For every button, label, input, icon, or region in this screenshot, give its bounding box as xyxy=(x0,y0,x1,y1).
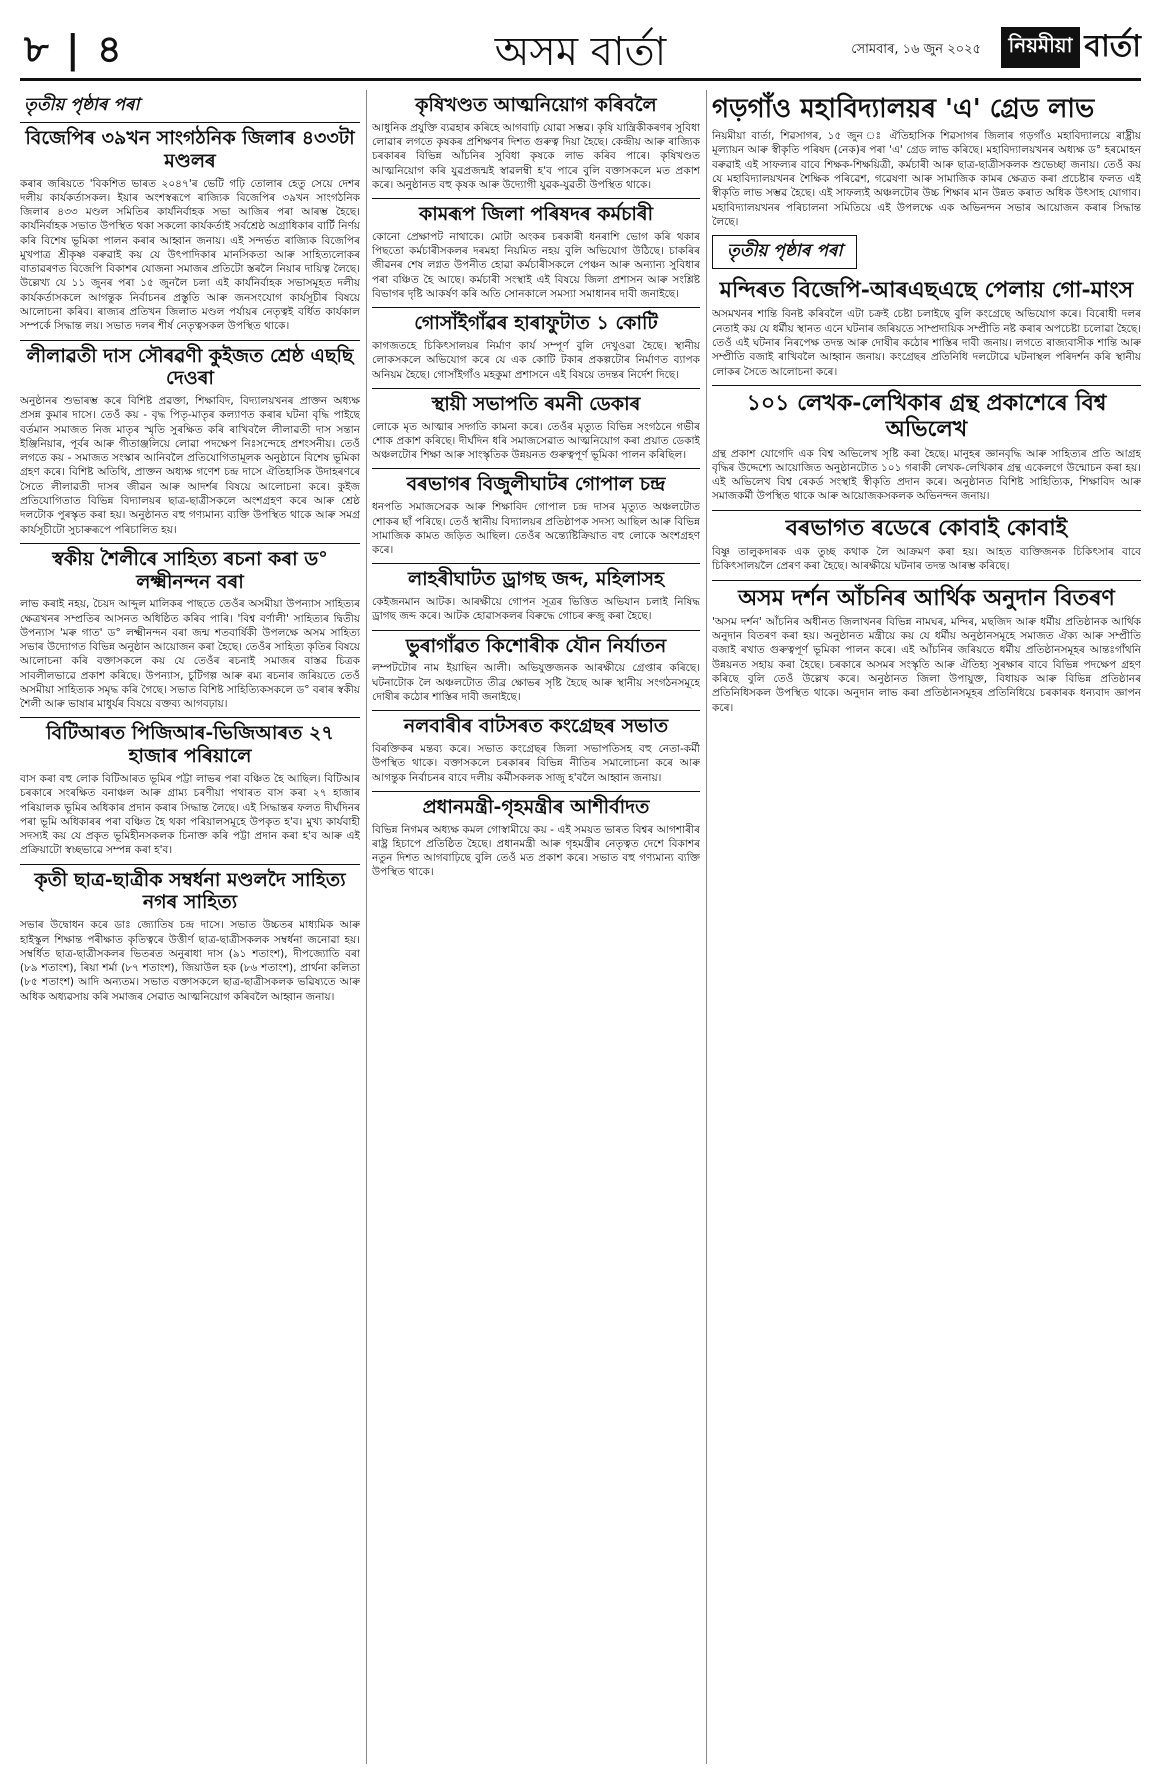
article-body: বাস কৰা বহু লোক বিটিআৰত ভূমিৰ পট্টা লাভৰ পৰা বঞ্চিত হৈ আছিল। বিটিআৰ চৰকাৰে সংৰক্ষিত বনাঞ্চল আৰু গ্ৰাম্য চৰণীয়া পথাৰত বাস কৰা ২৭ হাজাৰ পৰিয়ালক ভূমিৰ অধিকাৰ প্ৰদান কৰাৰ সিদ্ধান্ত লৈছে। এই সিদ্ধান্তৰ ফলত দীৰ্ঘদিনৰ পৰা ভূমি অধিকাৰৰ পৰা বঞ্চিত হৈ থকা পৰিয়ালসমূহে উপকৃত হ'ব। মুখ্য কাৰ্যবাহী সদস্যই কয় যে প্ৰকৃত ভূমিহীনসকলক চিনাক্ত কৰি পট্টা প্ৰদান কৰা হ'ব আৰু এই প্ৰক্ৰিয়াটো স্বচ্ছভাৱে সম্পন্ন কৰা হ'ব। xyxy=(20,773,360,857)
article-headline: বিটিআৰত পিজিআৰ-ভিজিআৰত ২৭ হাজাৰ পৰিয়ালে xyxy=(46,722,334,768)
article-headline: বৰভাগৰ বিজুলীঘাটৰ গোপাল চন্দ্ৰ xyxy=(406,473,666,496)
article-divider xyxy=(372,388,700,389)
article-body: কোনো প্ৰেক্ষাপট নাথাকে। মোটা অংকৰ চৰকাৰী ধনৰাশি ভোগ কৰি থকাৰ পিছতো কৰ্মচাৰীসকলৰ দৰমহা নিয়মিত নহয় বুলি অভিযোগ উঠিছে। চাকৰিৰ জীৱনৰ শেষ লগ্নত উপনীত হোৱা কৰ্মচাৰীসকলে পেঞ্চন আৰু অন্যান্য সুবিধাৰ পৰা বঞ্চিত হৈ আছে। কৰ্মচাৰী সংস্থাই এই বিষয়ে জিলা প্ৰশাসন আৰু সংশ্লিষ্ট বিভাগৰ দৃষ্টি আকৰ্ষণ কৰি অতি সোনকালে সমস্যা সমাধানৰ দাবী জনাইছে। xyxy=(372,230,700,300)
article-divider xyxy=(712,385,1141,386)
issue-date: সোমবাৰ, ১৬ জুন ২০২৫ xyxy=(851,42,981,57)
article-body: গ্ৰন্থ প্ৰকাশ যোগেদি এক বিশ্ব অভিলেখ সৃষ্টি কৰা হৈছে। মানুহৰ জ্ঞানবৃদ্ধি আৰু সাহিত্যৰ প্ৰতি আগ্ৰহ বৃদ্ধিৰ উদ্দেশ্যে আয়োজিত অনুষ্ঠানটোত ১০১ গৰাকী লেখক-লেখিকাৰ গ্ৰন্থ একেলগে উন্মোচন কৰা হয়। এই অভিলেখ বিশ্ব ৰেকৰ্ড সংস্থাই স্বীকৃতি প্ৰদান কৰে। অনুষ্ঠানত বিশিষ্ট সাহিত্যিক, শিক্ষাবিদ আৰু সমাজকৰ্মী উপস্থিত থাকে আৰু আয়োজকসকলক অভিনন্দন জনায়। xyxy=(712,447,1141,503)
article-body: 'অসম দৰ্শন' আঁচনিৰ অধীনত জিলাখনৰ বিভিন্ন নামঘৰ, মন্দিৰ, মছজিদ আৰু ধৰ্মীয় প্ৰতিষ্ঠানক আৰ্থিক অনুদান বিতৰণ কৰা হয়। অনুষ্ঠানত মন্ত্ৰীয়ে কয় যে ধৰ্মীয় অনুষ্ঠানসমূহে সমাজত ঐক্য আৰু সম্প্ৰীতি বজাই ৰখাত গুৰুত্বপূৰ্ণ ভূমিকা পালন কৰে। এই আঁচনিৰ জৰিয়তে ধৰ্মীয় প্ৰতিষ্ঠানসমূহৰ আন্তঃগাঁথনি উন্নয়নত সহায় কৰা হৈছে। চৰকাৰে অসমৰ সংস্কৃতি আৰু ঐতিহ্য সুৰক্ষাৰ বাবে বিভিন্ন পদক্ষেপ গ্ৰহণ কৰিছে বুলি তেওঁ উল্লেখ কৰে। অনুষ্ঠানত জিলা উপায়ুক্ত, বিধায়ক আৰু বিভিন্ন প্ৰতিষ্ঠানৰ প্ৰতিনিধিসকল উপস্থিত থাকে। অনুদান লাভ কৰা প্ৰতিষ্ঠানসমূহৰ প্ৰতিনিধিয়ে চৰকাৰক ধন্যবাদ জ্ঞাপন কৰে। xyxy=(712,615,1141,714)
article-divider xyxy=(712,510,1141,511)
article-divider xyxy=(20,340,360,341)
page-title: অসম বাৰ্তা xyxy=(494,29,667,75)
masthead xyxy=(20,14,1141,81)
article-body: বিৰক্তিকৰ মন্তব্য কৰে। সভাত কংগ্ৰেছৰ জিলা সভাপতিসহ বহু নেতা-কৰ্মী উপস্থিত থাকে। বক্তাসকলে চৰকাৰৰ বিভিন্ন নীতিৰ সমালোচনা কৰে আৰু আগন্তুক নিৰ্বাচনৰ বাবে দলীয় কৰ্মীসকলক সাজু হ'বলৈ আহ্বান জনায়। xyxy=(372,743,700,784)
article-headline: বৰভাগত ৰডেৰে কোবাই কোবাই xyxy=(785,514,1068,541)
article-divider xyxy=(372,307,700,308)
article-divider xyxy=(372,563,700,564)
article-divider xyxy=(372,791,700,792)
article-body: কাগজতহে চিকিৎসালয়ৰ নিৰ্মাণ কাৰ্য সম্পূৰ্ণ বুলি দেখুওৱা হৈছে। স্থানীয় লোকসকলে অভিযোগ কৰে যে এক কোটি টকাৰ প্ৰকল্পটোৰ নিৰ্মাণত ব্যাপক অনিয়ম হৈছে। গোসাঁইগাঁও মহকুমা প্ৰশাসনে এই বিষয়ে তদন্তৰ নিৰ্দেশ দিছে। xyxy=(372,340,700,381)
columns xyxy=(20,90,1141,1764)
article-headline: গোসাঁইগাঁৱৰ হাৰাফুটাত ১ কোটি xyxy=(414,312,658,335)
article-divider xyxy=(20,717,360,718)
newspaper-page xyxy=(20,14,1141,1764)
brand-logo-left: নিয়মীয়া xyxy=(1001,27,1081,68)
brand-logo-right: বাৰ্তা xyxy=(1084,29,1141,64)
article-body: লাভ কৰাই নহয়, চৈয়দ আব্দুল মালিকৰ পাছতে তেওঁৰ অসমীয়া উপন্যাস সাহিত্যৰ ক্ষেত্ৰখনৰ সম্প্ৰতিৰ আসনত অধিষ্ঠিত কৰিব পাৰি। 'বিশ্ব বৰ্ণালী' সাহিত্যৰ দ্বিতীয় উপন্যাস 'মৰু গাত' ড° লক্ষ্মীনন্দন বৰা জন্ম শতবাৰ্ষিকী উপলক্ষে অসম সাহিত্য সভাৰ উদ্যোগত বিভিন্ন অনুষ্ঠান আয়োজন কৰা হৈছে। তেওঁৰ সাহিত্য কৃতিৰ বিষয়ে আলোচনা কৰি বক্তাসকলে কয় যে তেওঁৰ ৰচনাই সমাজৰ বাস্তৱ চিত্ৰক সাবলীলভাৱে প্ৰকাশ কৰিছে। উপন্যাস, চুটিগল্প আৰু ৰম্য ৰচনাৰ জৰিয়তে তেওঁ অসমীয়া সাহিত্যক সমৃদ্ধ কৰি গৈছে। সভাত বিশিষ্ট সাহিত্যিকসকলে ড° বৰাৰ স্বকীয় শৈলী আৰু ভাষাৰ মাধুৰ্যৰ বিষয়ে বক্তব্য আগবঢ়ায়। xyxy=(20,598,360,711)
column-2 xyxy=(372,90,700,1764)
brand-logo xyxy=(1001,22,1141,73)
article-headline: স্বকীয় শৈলীৰে সাহিত্য ৰচনা কৰা ড° লক্ষ্মীনন্দন বৰা xyxy=(52,547,328,593)
article-body: বিভিন্ন নিগমৰ অধ্যক্ষ কমল গোস্বামীয়ে কয় - এই সময়ত ভাৰত বিশ্বৰ আগশাৰীৰ ৰাষ্ট্ৰ হিচাপে প্ৰতিষ্ঠিত হৈছে। প্ৰধানমন্ত্ৰী আৰু গৃহমন্ত্ৰীৰ নেতৃত্বত দেশে বিকাশৰ নতুন দিশত আগবাঢ়িছে বুলি তেওঁ মত প্ৰকাশ কৰে। সভাত বহু গণ্যমান্য ব্যক্তি উপস্থিত থাকে। xyxy=(372,823,700,879)
article-body: অনুষ্ঠানৰ শুভাৰম্ভ কৰে বিশিষ্ট প্ৰৱক্তা, শিক্ষাবিদ, বিদ্যালয়খনৰ প্ৰাক্তন অধ্যক্ষ প্ৰসন্ন কুমাৰ দাসে। তেওঁ কয় - বৃদ্ধ পিতৃ-মাতৃৰ কল্যাণত কৰাৰ ঘটনা বৃদ্ধি পাইছে বৰ্তমান সমাজত নিজ মাতৃৰ স্মৃতি সুৰক্ষিত কৰি ৰাখিবলৈ লীলাৱতী দাস সন্তান ইঞ্জিনিয়াৰ, পূৰ্বৰ আৰু গীতাঞ্জলিয়ে লোৱা পদক্ষেপ নিঃসন্দেহে প্ৰশংসনীয়। তেওঁ লগতে কয় - সমাজত সংস্কাৰ আনিবলৈ প্ৰতিযোগিতামূলক অনুষ্ঠানে বিশেষ ভূমিকা গ্ৰহণ কৰে। বিশিষ্ট অতিথি, প্ৰাক্তন অধ্যক্ষ গণেশ চন্দ্ৰ দাসে ঐতিহাসিক উদাহৰণৰে সৈতে লীলাৱতী দাসৰ জীৱন আৰু আদৰ্শৰ বিষয়ে আলোচনা কৰে। কুইজ প্ৰতিযোগিতাত বিভিন্ন বিদ্যালয়ৰ ছাত্ৰ-ছাত্ৰীসকলে অংশগ্ৰহণ কৰে আৰু শ্ৰেষ্ঠ দলটোক পুৰস্কৃত কৰা হয়। অনুষ্ঠানত বহু গণ্যমান্য ব্যক্তি উপস্থিত থাকে আৰু সমগ্ৰ কাৰ্যসূচীটো সুচাৰুৰূপে পৰিচালিত হয়। xyxy=(20,395,360,536)
article-headline: অসম দৰ্শন আঁচনিৰ আৰ্থিক অনুদান বিতৰণ xyxy=(738,584,1115,611)
article-headline: কৃষিখণ্ডত আত্মনিয়োগ কৰিবলৈ xyxy=(415,94,657,116)
article-headline: মন্দিৰত বিজেপি-আৰএছএছে পেলায় গো-মাংস xyxy=(719,277,1134,304)
article-body: কেইজনমান আটক। আৰক্ষীয়ে গোপন সূত্ৰৰ ভিত্তিত অভিযান চলাই নিষিদ্ধ ড্ৰাগছ জব্দ কৰে। আটক হোৱাসকলৰ বিৰুদ্ধে গোচৰ ৰুজু কৰা হৈছে। xyxy=(372,596,700,623)
article-headline: প্ৰধানমন্ত্ৰী-গৃহমন্ত্ৰীৰ আশীৰ্বাদত xyxy=(422,795,650,818)
article-headline: স্থায়ী সভাপতি ৰমনী ডেকাৰ xyxy=(431,392,641,415)
lead-body: নিয়মীয়া বাৰ্তা, শিৱসাগৰ, ১৫ জুন ঃ ঐতিহাসিক শিৱসাগৰ জিলাৰ গড়গাঁও মহাবিদ্যালয়ে ৰাষ্ট্ৰীয় মূল্যায়ন আৰু স্বীকৃতি পৰিষদ (নেক)ৰ পৰা 'এ' গ্ৰেড লাভ কৰিছে। মহাবিদ্যালয়খনৰ অধ্যক্ষ ড° হৰমোহন বৰুৱাই এই সাফল্যৰ বাবে শিক্ষক-শিক্ষয়িত্ৰী, কৰ্মচাৰী আৰু ছাত্ৰ-ছাত্ৰীসকলক শুভেচ্ছা জনায়। তেওঁ কয় যে মহাবিদ্যালয়খনৰ শৈক্ষিক পৰিৱেশ, গৱেষণা আৰু সামাজিক কামৰ ক্ষেত্ৰত কৰা প্ৰচেষ্টাৰ ফলত এই স্বীকৃতি লাভ সম্ভৱ হৈছে। এই সাফল্যই অঞ্চলটোৰ উচ্চ শিক্ষাৰ মান উন্নত কৰাত অধিক উৎসাহ যোগাব। মহাবিদ্যালয়খনৰ পৰিচালনা সমিতিয়ে এই উপলক্ষে এক অভিনন্দন সভাৰ আয়োজন কৰাৰ সিদ্ধান্ত লৈছে। xyxy=(712,130,1141,228)
article-headline: লাহৰীঘাটত ড্ৰাগছ জব্দ, মহিলাসহ xyxy=(407,568,664,591)
article-divider xyxy=(372,710,700,711)
article-body: কৰাৰ জৰিয়তে 'বিকশিত ভাৰত ২০৪৭'ৰ ভেটি গঢ়ি তোলাৰ হেতু সেয়ে দেশৰ দলীয় কাৰ্যকৰ্তাসকল। ইয়াৰ অংশস্বৰূপে ৰাজ্যিক বিজেপিৰ ৩৯খন সাংগঠনিক জিলাৰ ৪৩৩ মণ্ডল সমিতিৰ কাৰ্যনিৰ্বাহক সভা আজিৰ পৰা আৰম্ভ হৈছে। কাৰ্যনিৰ্বাহক সভাত উপস্থিত থকা সকলো কাৰ্যকৰ্তাই সৰ্বশ্ৰেষ্ঠ অগ্ৰাধিকাৰ বাৰ্টি নিৰ্ণয় কৰি বিশেষ ভূমিকা পালন কৰাৰ আহ্বান জনায়। এই সন্দৰ্ভত ৰাজ্যিক বিজেপিৰ মুখপাত্ৰ শ্ৰীকৃষ্ণ বৰুৱাই কয় যে উৎপাদিকাৰ মানসিকতা আৰু সাহিত্যলোকৰ বাতাৱৰণত বিজেপি বিকাশৰ যোজনা সমাজৰ প্ৰতিটো স্তৰলৈ নিয়াৰ দায়িত্ব লৈছে। উল্লেখ্য যে ১১ জুনৰ পৰা ১৫ জুনলৈ চলা এই কাৰ্যনিৰ্বাহক সভাসমূহত দলীয় কাৰ্যকৰ্তাসকলে আগন্তুক নিৰ্বাচনৰ প্ৰস্তুতি আৰু জনসংযোগ কাৰ্যসূচীৰ বিষয়ে আলোচনা কৰিব। ৰাজ্যৰ প্ৰতিখন জিলাত মণ্ডল পৰ্যায়ৰ নেতৃত্বই বৰ্ধিত কাৰ্যকাল সম্পৰ্কে সিদ্ধান্ত লয়। সভাত দলৰ শীৰ্ষ নেতৃত্বসকল উপস্থিত থাকে। xyxy=(20,177,360,333)
article-divider xyxy=(372,198,700,199)
article-headline: কামৰূপ জিলা পৰিষদৰ কৰ্মচাৰী xyxy=(418,203,654,226)
article-headline: ১০১ লেখক-লেখিকাৰ গ্ৰন্থ প্ৰকাশেৰে বিশ্ব অভিলেখ xyxy=(746,389,1107,443)
article-divider xyxy=(20,864,360,865)
article-body: ধনপতি সমাজসেৱক আৰু শিক্ষাবিদ গোপাল চন্দ্ৰ দাসৰ মৃত্যুত অঞ্চলটোত শোকৰ ছাঁ পৰিছে। তেওঁ স্থানীয় বিদ্যালয়ৰ প্ৰতিষ্ঠাপক সদস্য আছিল আৰু বিভিন্ন সামাজিক কামত জড়িত আছিল। তেওঁৰ অন্ত্যেষ্টিক্ৰিয়াত বহু লোকে অংশগ্ৰহণ কৰে। xyxy=(372,501,700,557)
article-headline: ভুৰাগাঁৱত কিশোৰীক যৌন নিৰ্যাতন xyxy=(405,634,667,657)
column-1 xyxy=(20,90,360,1764)
continued-kicker: তৃতীয় পৃষ্ঠাৰ পৰা xyxy=(712,235,857,269)
article-divider xyxy=(372,468,700,469)
article-body: বিষ্ণু তালুকদাৰক এক তুচ্ছ কথাক লৈ আক্ৰমণ কৰা হয়। আহত ব্যক্তিজনক চিকিৎসাৰ বাবে চিকিৎসালয়লৈ প্ৰেৰণ কৰা হৈছে। আৰক্ষীয়ে ঘটনাৰ তদন্ত আৰম্ভ কৰিছে। xyxy=(712,546,1141,573)
article-headline: বিজেপিৰ ৩৯খন সাংগঠনিক জিলাৰ ৪৩৩টা মণ্ডলৰ xyxy=(25,127,355,172)
page-number: ৮ | ৪ xyxy=(24,26,124,71)
continued-kicker: তৃতীয় পৃষ্ঠাৰ পৰা xyxy=(20,90,360,123)
lead-headline: গড়গাঁও মহাবিদ্যালয়ৰ 'এ' গ্ৰেড লাভ xyxy=(712,94,1095,124)
article-body: লম্পটটোৰ নাম ইয়াছিন আলী। অভিযুক্তজনক আৰক্ষীয়ে গ্ৰেপ্তাৰ কৰিছে। ঘটনাটোক লৈ অঞ্চলটোত তীব্ৰ ক্ষোভৰ সৃষ্টি হৈছে আৰু স্থানীয় সংগঠনসমূহে দোষীৰ কঠোৰ শাস্তিৰ দাবী জনাইছে। xyxy=(372,662,700,703)
article-body: অসমখনৰ শান্তি বিনষ্ট কৰিবলৈ এটা চক্ৰই চেষ্টা চলাইছে বুলি কংগ্ৰেছে অভিযোগ কৰে। বিৰোধী দলৰ নেতাই কয় যে ধৰ্মীয় স্থানত এনে ঘটনাৰ জৰিয়তে সাম্প্ৰদায়িক সম্প্ৰীতি নষ্ট কৰাৰ অপচেষ্টা চলোৱা হৈছে। তেওঁ এই ঘটনাৰ নিৰপেক্ষ তদন্ত আৰু দোষীৰ কঠোৰ শাস্তিৰ দাবী জনায়। লগতে ৰাজ্যবাসীক শান্তি আৰু সম্প্ৰীতি বজাই ৰাখিবলৈ আহ্বান জনায়। কংগ্ৰেছৰ প্ৰতিনিধি দলটোৱে ঘটনাস্থল পৰিদৰ্শন কৰি স্থানীয় লোকৰ সৈতে আলোচনা কৰে। xyxy=(712,308,1141,378)
article-divider xyxy=(712,580,1141,581)
article-divider xyxy=(372,630,700,631)
column-3 xyxy=(712,90,1141,1764)
article-body: লোকে মৃত আত্মাৰ সদ্গতি কামনা কৰে। তেওঁৰ মৃত্যুত বিভিন্ন সংগঠনে গভীৰ শোক প্ৰকাশ কৰিছে। দীৰ্ঘদিন ধৰি সমাজসেৱাত আত্মনিয়োগ কৰা প্ৰয়াত ডেকাই অঞ্চলটোৰ শিক্ষা আৰু সাংস্কৃতিক উন্নয়নত গুৰুত্বপূৰ্ণ ভূমিকা পালন কৰিছিল। xyxy=(372,420,700,462)
article-divider xyxy=(20,543,360,544)
article-headline: লীলাৱতী দাস সৌৰৱণী কুইজত শ্ৰেষ্ঠ এছছি দেওৰা xyxy=(26,344,354,390)
article-headline: কৃতী ছাত্ৰ-ছাত্ৰীক সম্বৰ্ধনা মণ্ডলদৈ সাহিত্য নগৰ সাহিত্য xyxy=(34,868,346,914)
article-headline: নলবাৰীৰ বাটসৰত কংগ্ৰেছৰ সভাত xyxy=(403,715,669,738)
article-body: আধুনিক প্ৰযুক্তি ব্যৱহাৰ কৰিহে আগবাঢ়ি যোৱা সম্ভৱ। কৃষি যান্ত্ৰিকীকৰণৰ সুবিধা লোৱাৰ লগতে কৃষকৰ প্ৰশিক্ষণৰ দিশত গুৰুত্ব দিয়া হৈছে। কেন্দ্ৰীয় আৰু ৰাজ্যিক চৰকাৰৰ বিভিন্ন আঁচনিৰ সুবিধা কৃষকে লাভ কৰিব পাৰে। কৃষিখণ্ডত আত্মনিয়োগ কৰি যুৱপ্ৰজন্মই স্বাৱলম্বী হ'ব পাৰে বুলি বক্তাসকলে মত প্ৰকাশ কৰে। অনুষ্ঠানত বহু কৃষক আৰু উদ্যোগী যুৱক-যুৱতী উপস্থিত থাকে। xyxy=(372,121,700,191)
article-body: সভাৰ উদ্বোধন কৰে ডাঃ জ্যোতিষ চন্দ্ৰ দাসে। সভাত উচ্চতৰ মাধ্যমিক আৰু হাইস্কুল শিক্ষান্ত পৰীক্ষাত কৃতিত্বৰে উত্তীৰ্ণ ছাত্ৰ-ছাত্ৰীসকলক সম্বৰ্ধনা জনোৱা হয়। সম্বৰ্ধিত ছাত্ৰ-ছাত্ৰীসকলৰ ভিতৰত অনুৰাধা দাস (৯১ শতাংশ), দীপজ্যোতি বৰা (৮৯ শতাংশ), ৰিয়া শৰ্মা (৮৭ শতাংশ), জিয়াউল হক (৮৬ শতাংশ), প্ৰাৰ্থনা কলিতা (৮৫ শতাংশ) আদি অন্যতম। সভাত বক্তাসকলে ছাত্ৰ-ছাত্ৰীসকলক ভৱিষ্যতে আৰু অধিক অধ্যৱসায় কৰি সমাজৰ সেৱাত আত্মনিয়োগ কৰিবলৈ আহ্বান জনায়। xyxy=(20,919,360,1003)
